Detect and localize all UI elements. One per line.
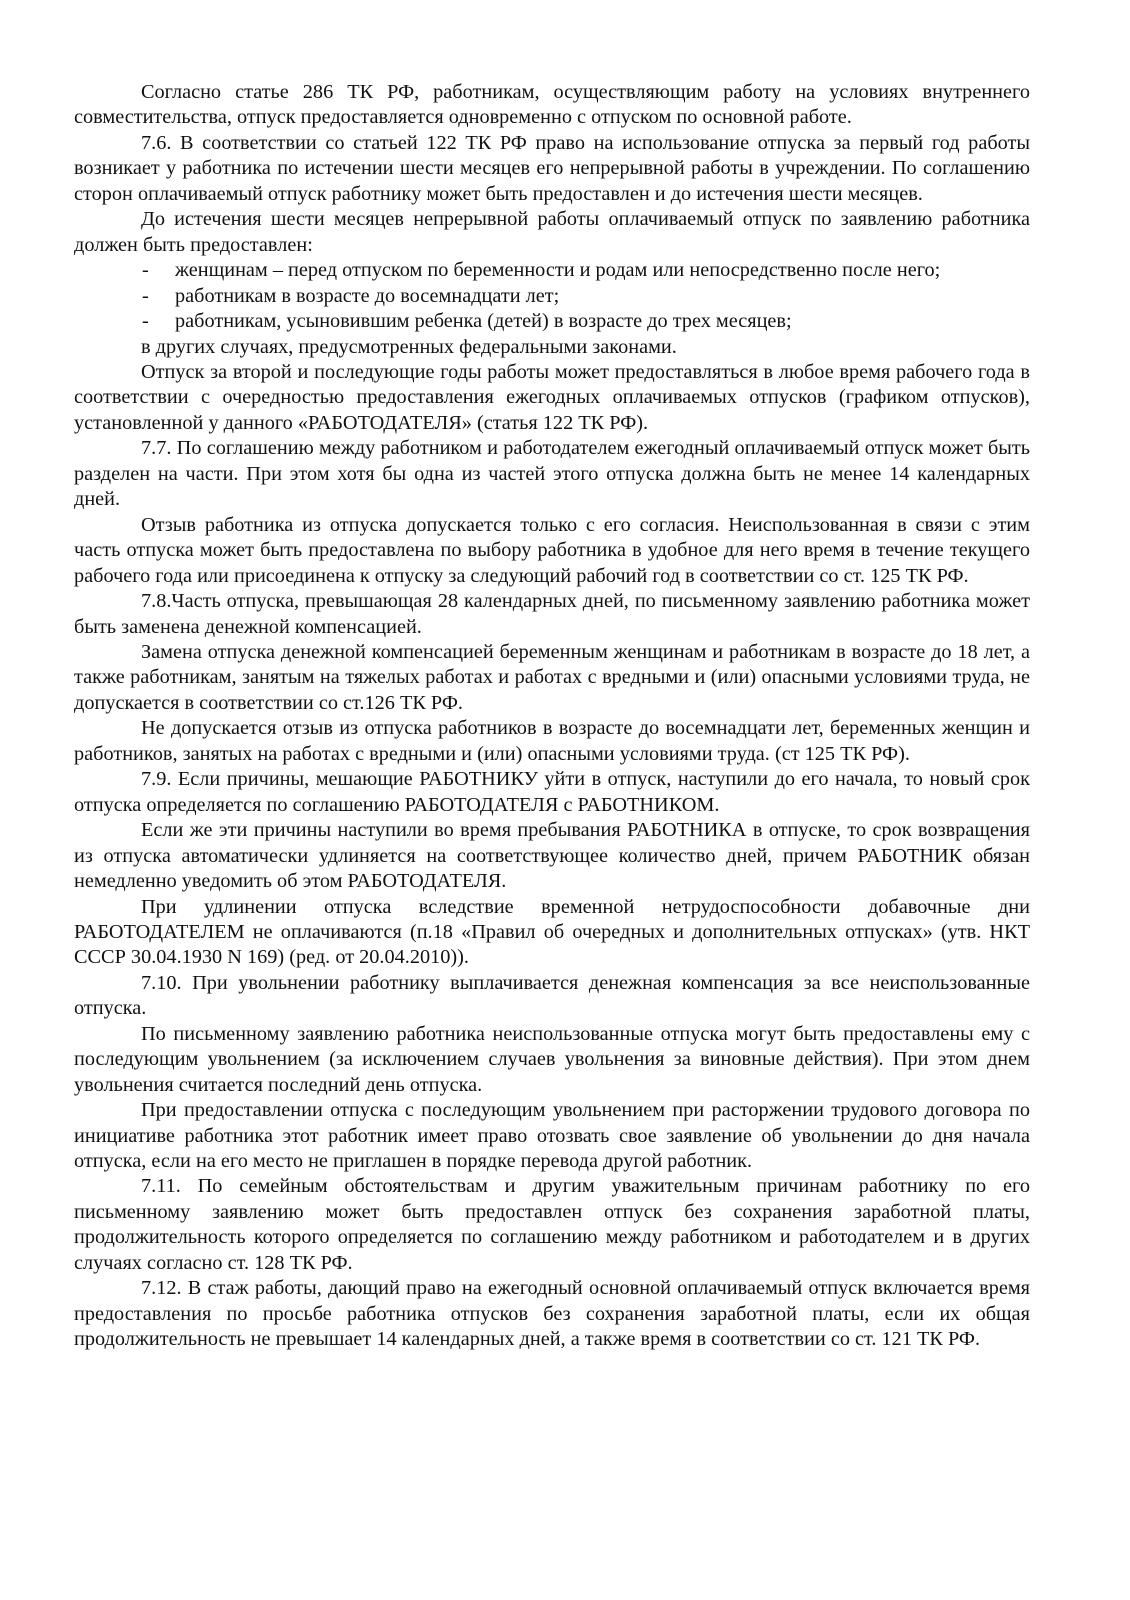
bullet-dash: - (142, 284, 149, 307)
list-item (74, 258, 1030, 283)
paragraph-recall-prohibited: Не допускается отзыв из отпуска работников в возрасте до восемнадцати лет, беременных женщин и работников, занятых на работах с вредными и (или) опасными условиями труда. (ст 125 ТК РФ). (74, 717, 1030, 765)
paragraph-7-9: 7.9. Если причины, мешающие РАБОТНИКУ уйти в отпуск, наступили до его начала, то новый срок отпуска определяется по соглашению РАБОТОДАТЕЛЯ с РАБОТНИКОМ. (74, 768, 1030, 816)
bullet-dash: - (142, 310, 149, 333)
paragraph-extension-not-paid: При удлинении отпуска вследствие временной нетрудоспособности добавочные дни РАБОТОДАТЕЛЕМ не оплачиваются (п.18 «Правил об очередных и дополнительных отпусках» (утв. НКТ СССР 30.04.1930 N 169) (ред. от 20.04.2010)). (74, 895, 1030, 969)
paragraph-before-six-months: До истечения шести месяцев непрерывной работы оплачиваемый отпуск по заявлению работника должен быть предоставлен: (74, 208, 1030, 256)
list-item (74, 284, 1030, 309)
paragraph-7-12: 7.12. В стаж работы, дающий право на ежегодный основной оплачиваемый отпуск включается время предоставления по просьбе работника отпусков без сохранения заработной платы, если их общая продолжительность не превышает 14 календарных дней, а также время в соответствии со ст. 121 ТК РФ. (74, 1277, 1030, 1351)
list-item (74, 309, 1030, 334)
paragraph-7-6: 7.6. В соответствии со статьей 122 ТК РФ право на использование отпуска за первый год работы возникает у работника по истечении шести месяцев его непрерывной работы в учреждении. По соглашению сторон оплачиваемый отпуск работнику может быть предоставлен и до истечения шести месяцев. (74, 131, 1030, 205)
paragraph-7-10: 7.10. При увольнении работнику выплачивается денежная компенсация за все неиспользованные отпуска. (74, 971, 1030, 1020)
paragraph-recall-from-vacation: Отзыв работника из отпуска допускается только с его согласия. Неиспользованная в связи с этим часть отпуска может быть предоставлена по выбору работника в удобное для него время в течение текущего рабочего года или присоединена к отпуску за следующий рабочий год в соответствии со ст. 125 ТК РФ. (74, 513, 1030, 587)
paragraph-other-cases: в других случаях, предусмотренных федеральными законами. (141, 335, 677, 358)
paragraph-withdraw-resignation: При предоставлении отпуска с последующим увольнением при расторжении трудового договора по инициативе работника этот работник имеет право отозвать свое заявление об увольнении до дня начала отпуска, если на его место не приглашен в порядке перевода другой работник. (74, 1099, 1030, 1173)
paragraph-7-11: 7.11. По семейным обстоятельствам и другим уважительным причинам работнику по его письменному заявлению может быть предоставлен отпуск без сохранения заработной платы, продолжительность которого определяется по соглашению между работником и работодателем и в других случаях согласно ст. 128 ТК РФ. (74, 1175, 1030, 1274)
paragraph-7-7: 7.7. По соглашению между работником и работодателем ежегодный оплачиваемый отпуск может быть разделен на части. При этом хотя бы одна из частей этого отпуска должна быть не менее 14 календарных дней. (74, 437, 1030, 511)
list-item-text: работникам в возрасте до восемнадцати лет; (175, 284, 560, 307)
list-item-text: работникам, усыновившим ребенка (детей) в возрасте до трех месяцев; (175, 310, 792, 333)
paragraph-internal-part-time: Согласно статье 286 ТК РФ, работникам, осуществляющим работу на условиях внутреннего совместительства, отпуск предоставляется одновременно с отпуском по основной работе. (74, 81, 1030, 129)
paragraph-7-8: 7.8.Часть отпуска, превышающая 28 календарных дней, по письменному заявлению работника может быть заменена денежной компенсацией. (74, 590, 1030, 638)
bullet-dash: - (142, 259, 149, 282)
paragraph-compensation-restriction: Замена отпуска денежной компенсацией беременным женщинам и работникам в возрасте до 18 лет, а также работникам, занятым на тяжелых работах и работах с вредными и (или) опасными условиями труда, не допускается в соответствии со ст.126 ТК РФ. (74, 640, 1030, 714)
document-page (74, 80, 1030, 1353)
paragraph-second-year-vacation: Отпуск за второй и последующие годы работы может предоставляться в любое время рабочего года в соответствии с очередностью предоставления ежегодных оплачиваемых отпусков (графиком отпусков), установленной у данного «РАБОТОДАТЕЛЯ» (статья 122 ТК РФ). (74, 360, 1030, 434)
list-item-text: женщинам – перед отпуском по беременности и родам или непосредственно после него; (175, 259, 941, 282)
paragraph-vacation-with-dismissal: По письменному заявлению работника неиспользованные отпуска могут быть предоставлены ему с последующим увольнением (за исключением случаев увольнения за виновные действия). При этом днем увольнения считается последний день отпуска. (74, 1022, 1030, 1096)
paragraph-extension-during-vacation: Если же эти причины наступили во время пребывания РАБОТНИКА в отпуске, то срок возвращения из отпуска автоматически удлиняется на соответствующее количество дней, причем РАБОТНИК обязан немедленно уведомить об этом РАБОТОДАТЕЛЯ. (74, 819, 1030, 893)
